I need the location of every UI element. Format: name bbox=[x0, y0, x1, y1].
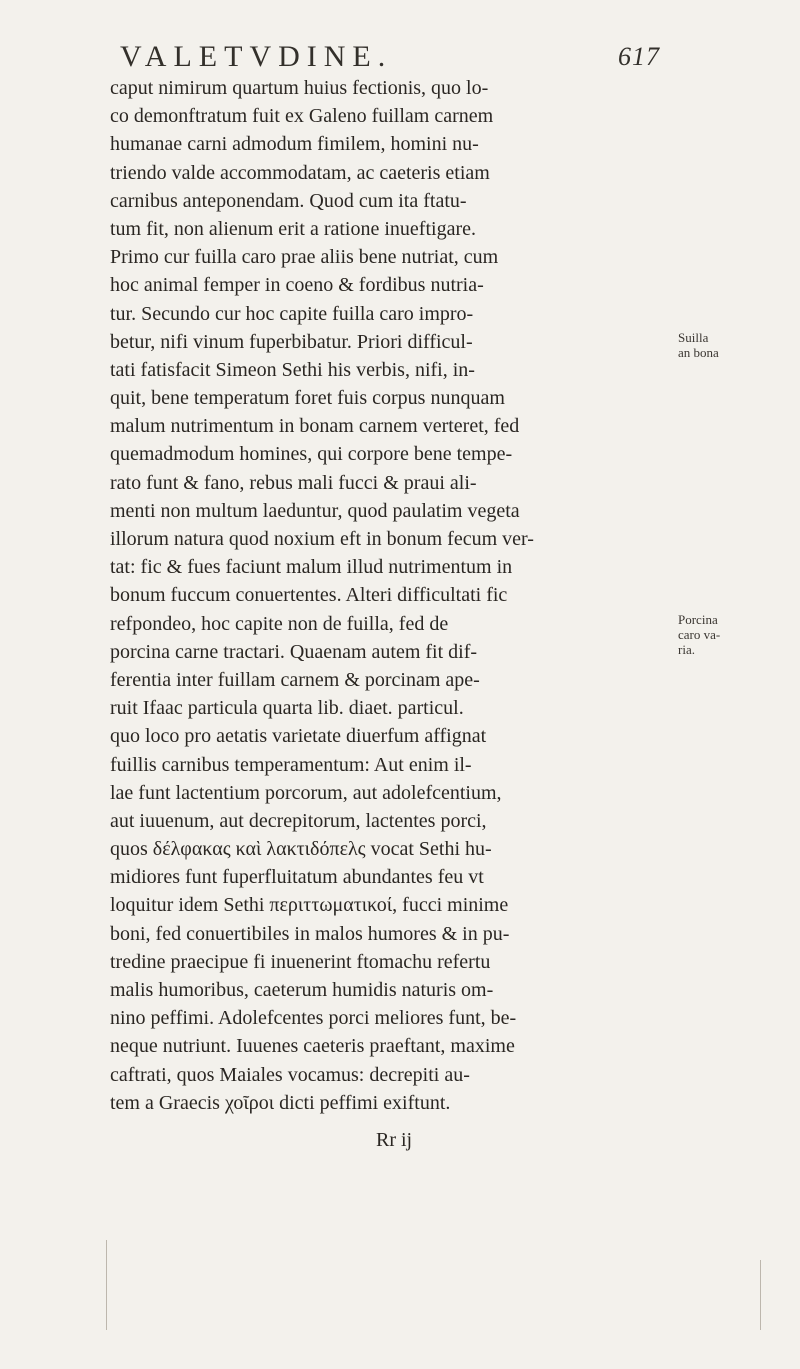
text-line: quos δέλφακας καὶ λακτιδόπελς vocat Sethi hu- bbox=[110, 838, 492, 861]
text-line: hoc animal femper in coeno & fordibus nutria- bbox=[110, 274, 484, 297]
text-line: malis humoribus, caeterum humidis naturis om- bbox=[110, 979, 494, 1001]
text-line: aut iuuenum, aut decrepitorum, lactentes porci, bbox=[110, 809, 487, 832]
text-line: betur, nifi vinum fuperbibatur. Priori difficul- bbox=[110, 330, 473, 353]
paper-crease-mark bbox=[760, 1260, 761, 1330]
text-line: Primo cur fuilla caro prae aliis bene nutriat, cum bbox=[110, 246, 499, 269]
text-line: rato funt & fano, rebus mali fucci & praui ali- bbox=[110, 471, 477, 494]
text-line: illorum natura quod noxium eft in bonum fecum ver- bbox=[110, 528, 534, 550]
text-line: midiores funt fuperfluitatum abundantes feu vt bbox=[110, 866, 484, 889]
paper-crease-mark bbox=[106, 1240, 107, 1330]
running-header bbox=[120, 40, 660, 74]
side-note-suilla bbox=[678, 330, 719, 360]
text-line: caput nimirum quartum huius fectionis, quo lo- bbox=[110, 77, 489, 99]
text-line: quemadmodum homines, qui corpore bene tempe- bbox=[110, 443, 513, 466]
text-line: porcina carne tractari. Quaenam autem fit dif- bbox=[110, 640, 478, 663]
side-note-line: Suilla bbox=[678, 330, 709, 345]
main-text-block bbox=[110, 74, 670, 1117]
text-line: ferentia inter fuillam carnem & porcinam ape- bbox=[110, 668, 480, 691]
text-line: tredine praecipue fi inuenerint ftomachu refertu bbox=[110, 950, 491, 973]
text-line: co demonftratum fuit ex Galeno fuillam carnem bbox=[110, 105, 494, 128]
text-line: carnibus anteponendam. Quod cum ita ftatu- bbox=[110, 189, 467, 212]
text-line: tat: fic & fues faciunt malum illud nutrimentum in bbox=[110, 556, 513, 579]
side-note-line: ria. bbox=[678, 642, 695, 657]
side-note-porcina bbox=[678, 612, 720, 657]
text-line: tati fatisfacit Simeon Sethi his verbis, nifi, in- bbox=[110, 358, 475, 381]
text-line: bonum fuccum conuertentes. Alteri difficultati fic bbox=[110, 584, 508, 607]
text-line: fuillis carnibus temperamentum: Aut enim il- bbox=[110, 753, 472, 776]
text-line: malum nutrimentum in bonam carnem verteret, fed bbox=[110, 415, 520, 438]
text-line: neque nutriunt. Iuuenes caeteris praeftant, maxime bbox=[110, 1035, 515, 1058]
text-line: ruit Ifaac particula quarta lib. diaet. particul. bbox=[110, 697, 464, 720]
running-title: VALETVDINE. bbox=[120, 40, 393, 73]
signature-mark: Rr ij bbox=[376, 1129, 413, 1151]
text-line: boni, fed conuertibiles in malos humores & in pu- bbox=[110, 922, 510, 945]
page-number: 617 bbox=[618, 42, 660, 71]
text-line: refpondeo, hoc capite non de fuilla, fed de bbox=[110, 612, 449, 635]
text-line: triendo valde accommodatam, ac caeteris etiam bbox=[110, 161, 490, 184]
side-note-line: caro va- bbox=[678, 627, 721, 642]
text-line: tur. Secundo cur hoc capite fuilla caro impro- bbox=[110, 302, 474, 325]
side-note-line: an bona bbox=[678, 345, 719, 360]
text-line: nino peffimi. Adolefcentes porci meliores funt, be- bbox=[110, 1007, 517, 1030]
text-line: caftrati, quos Maiales vocamus: decrepiti au- bbox=[110, 1063, 470, 1086]
catch-line bbox=[110, 1126, 650, 1154]
text-line: loquitur idem Sethi περιττωματικοί, fucci minime bbox=[110, 894, 509, 917]
text-line: tum fit, non alienum erit a ratione inueftigare. bbox=[110, 217, 476, 240]
text-line: humanae carni admodum fimilem, homini nu- bbox=[110, 133, 479, 156]
side-note-line: Porcina bbox=[678, 612, 718, 627]
text-line: quit, bene temperatum foret fuis corpus nunquam bbox=[110, 387, 505, 410]
text-line: quo loco pro aetatis varietate diuerfum affignat bbox=[110, 725, 487, 748]
text-line: lae funt lactentium porcorum, aut adolefcentium, bbox=[110, 781, 502, 804]
text-line: menti non multum laeduntur, quod paulatim vegeta bbox=[110, 499, 520, 522]
text-line: tem a Graecis χοῖροι dicti peffimi exiftunt. bbox=[110, 1091, 451, 1114]
